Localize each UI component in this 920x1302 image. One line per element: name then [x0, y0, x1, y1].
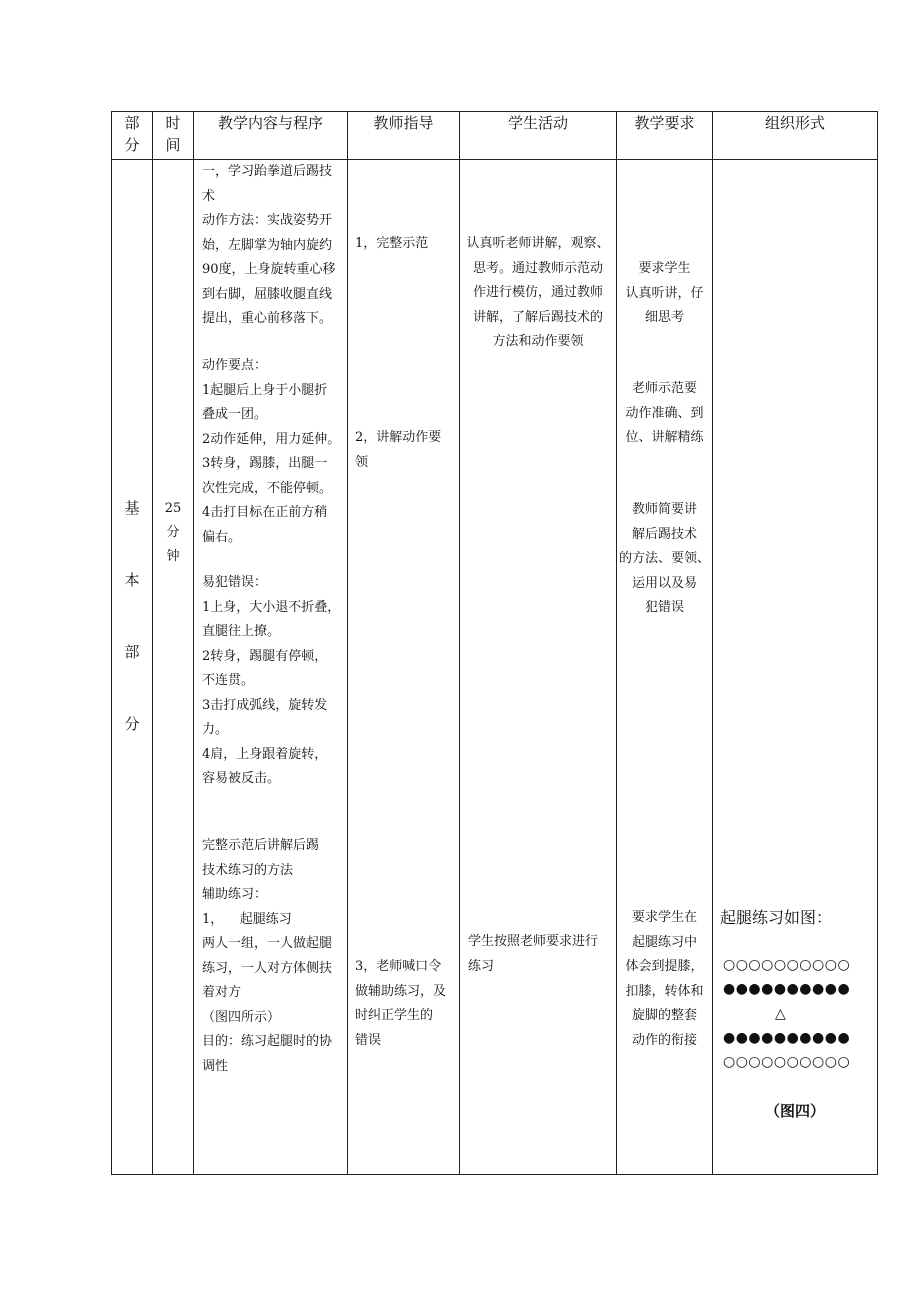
- header-section: 部 分: [112, 112, 153, 160]
- header-organization: 组织形式: [713, 112, 878, 160]
- section-char: 本: [124, 571, 140, 589]
- section-char: 分: [124, 715, 140, 733]
- header-requirements: 教学要求: [617, 112, 713, 160]
- body-row: [112, 160, 878, 1175]
- requirements-cell: [617, 160, 713, 1175]
- content-cell: [194, 160, 348, 1175]
- teacher-item-explain: 2，讲解动作要 领: [355, 430, 442, 470]
- formation-row-open: ○○○○○○○○○○: [723, 1054, 851, 1070]
- formation-caption: 起腿练习如图：: [720, 908, 833, 927]
- teacher-item-demo: 1，完整示范: [355, 236, 429, 251]
- content-block-common-errors: 易犯错误： 1上身，大小退不折叠， 直腿往上撩。 2转身，踢腿有停顿， 不连贯。 3击打成弧线，旋转发 力。 4肩，上身跟着旋转， 容易被反击。: [202, 575, 341, 786]
- header-student-activity: 学生活动: [460, 112, 617, 160]
- formation-row-filled: ●●●●●●●●●●: [723, 981, 851, 997]
- lesson-plan-table: [111, 111, 878, 1175]
- header-teacher-guidance: 教师指导: [348, 112, 460, 160]
- time-line: 分: [166, 525, 180, 540]
- teacher-cell: [348, 160, 460, 1175]
- time-line: 25: [164, 501, 182, 516]
- student-item-practice: 学生按照老师要求进行 练习: [468, 934, 599, 974]
- teacher-triangle-icon: △: [775, 1006, 786, 1022]
- section-char: 部: [124, 643, 140, 661]
- section-cell: [112, 160, 153, 1175]
- header-row: [112, 112, 878, 160]
- time-cell: [153, 160, 194, 1175]
- requirement-item-drill: 要求学生在 起腿练习中 体会到提膝， 扣膝，转体和 旋脚的整套 动作的衔接: [625, 910, 704, 1048]
- content-block-drill: 完整示范后讲解后踢 技术练习的方法 辅助练习： 1， 起腿练习 两人一组，一人做起腿 练习，一人对方体侧扶 着对方 （图四所示） 目的：练习起腿时的协 调性: [202, 838, 333, 1074]
- section-char: 基: [124, 499, 140, 517]
- student-cell: [460, 160, 617, 1175]
- formation-row-filled: ●●●●●●●●●●: [723, 1030, 851, 1046]
- formation-row-open: ○○○○○○○○○○: [723, 957, 851, 973]
- header-time: 时 间: [153, 112, 194, 160]
- header-content: 教学内容与程序: [194, 112, 348, 160]
- content-block-key-points: 动作要点： 1起腿后上身于小腿折 叠成一团。 2动作延伸，用力延伸。 3转身，踢膝，出腿一 次性完成，不能停顿。 4击打目标在正前方稍 偏右。: [202, 358, 341, 545]
- teacher-item-drill: 3，老师喊口令 做辅助练习，及 时纠正学生的 错误: [355, 959, 447, 1048]
- requirement-item-listen: 要求学生 认真听讲，仔 细思考: [625, 261, 704, 325]
- requirement-item-demo: 老师示范要 动作准确、到 位、讲解精练: [625, 381, 704, 445]
- student-item-listen: 认真听老师讲解，观察、 思考。通过教师示范动 作进行模仿，通过教师 讲解，了解后踢技术的 方法和动作要领: [466, 236, 610, 349]
- requirement-item-explain: 教师简要讲 解后踢技术 的方法、要领、 运用以及易 犯错误: [619, 502, 711, 615]
- time-line: 钟: [166, 549, 180, 564]
- figure-label: （图四）: [764, 1102, 825, 1120]
- content-block-method: 一，学习跆拳道后踢技 术 动作方法：实战姿势开 始，左脚掌为轴内旋约 90度，上身旋转重心移 到右脚，屈膝收腿直线 提出，重心前移落下。: [202, 164, 336, 326]
- organization-cell: [713, 160, 878, 1175]
